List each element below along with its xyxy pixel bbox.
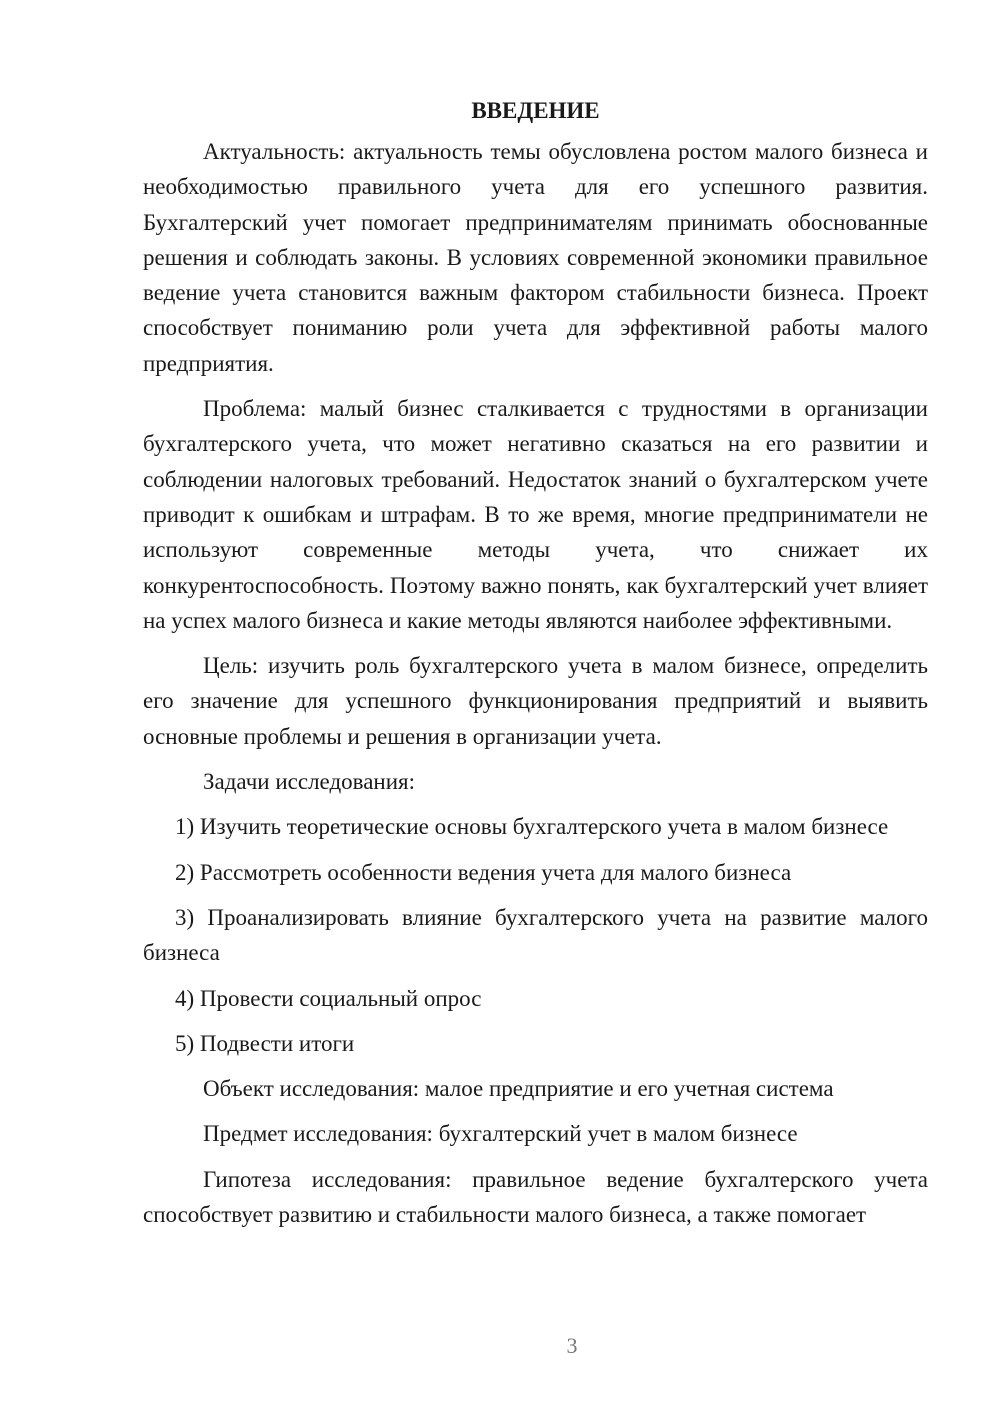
- research-object: Объект исследования: малое предприятие и его учетная система: [203, 1076, 834, 1102]
- paragraph-relevance: Актуальность: актуальность темы обусловлена ростом малого бизнеса и необходимостью правильного учета для его успешного развития. Бухгалтерский учет помогает предпринимателям принимать обоснованные решения и соблюдать законы. В условиях современной экономики правильное ведение учета становится важным фактором стабильности бизнеса. Проект способствует пониманию роли учета для эффективной работы малого предприятия.: [143, 139, 928, 376]
- research-subject: Предмет исследования: бухгалтерский учет в малом бизнесе: [203, 1121, 798, 1147]
- section-heading: ВВЕДЕНИЕ: [471, 98, 600, 123]
- paragraph-goal: Цель: изучить роль бухгалтерского учета в малом бизнесе, определить его значение для успешного функционирования предприятий и выявить основные проблемы и решения в организации учета.: [143, 653, 928, 749]
- tasks-title: Задачи исследования:: [203, 769, 416, 795]
- task-item-2: 2) Рассмотреть особенности ведения учета для малого бизнеса: [175, 859, 792, 885]
- paragraph-problem: Проблема: малый бизнес сталкивается с трудностями в организации бухгалтерского учета, что может негативно сказаться на его развитии и соблюдении налоговых требований. Недостаток знаний о бухгалтерском учете приводит к ошибкам и штрафам. В то же время, многие предприниматели не используют современные методы учета, что снижает их конкурентоспособность. Поэтому важно понять, как бухгалтерский учет влияет на успех малого бизнеса и какие методы являются наиболее эффективными.: [143, 396, 928, 633]
- task-item-1: 1) Изучить теоретические основы бухгалтерского учета в малом бизнесе: [175, 814, 889, 840]
- page-number: 3: [566, 1333, 578, 1358]
- task-item-5: 5) Подвести итоги: [175, 1030, 355, 1056]
- task-item-4: 4) Провести социальный опрос: [175, 985, 482, 1011]
- task-item-3: 3) Проанализировать влияние бухгалтерского учета на развитие малого бизнеса: [143, 904, 928, 966]
- research-hypothesis: Гипотеза исследования: правильное ведение бухгалтерского учета способствует развитию и стабильности малого бизнеса, а также помогает: [143, 1166, 928, 1228]
- document-body: [143, 96, 928, 1242]
